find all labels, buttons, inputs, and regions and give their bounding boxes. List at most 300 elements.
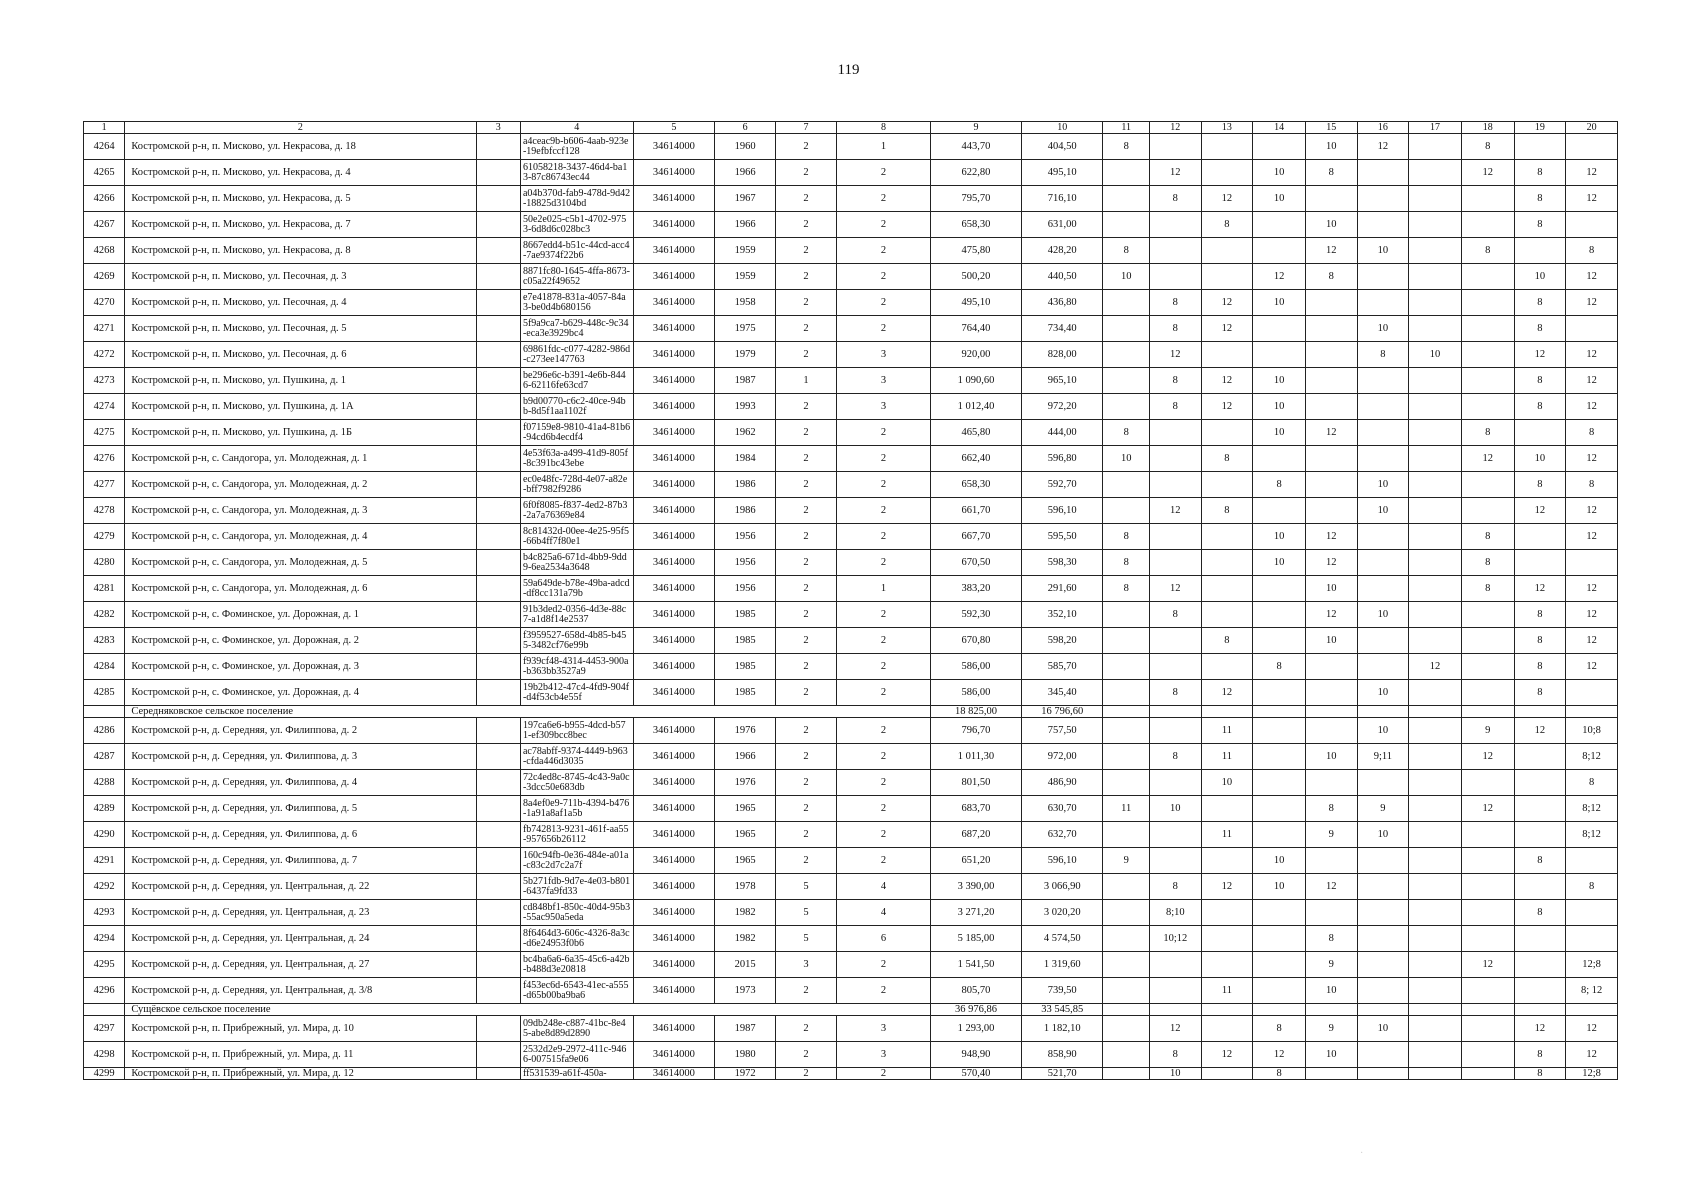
cell-c16: [1357, 212, 1409, 238]
record-number: 4292: [84, 874, 125, 900]
cell-c17: [1409, 238, 1462, 264]
build-year: 1965: [715, 822, 776, 848]
cell-c7: 2: [776, 238, 837, 264]
cell-c18: [1461, 472, 1514, 498]
table-row: [84, 1068, 1618, 1080]
cell-c9: 1 293,00: [931, 1016, 1022, 1042]
cell-c10: 598,30: [1021, 550, 1103, 576]
oktmo-code: 34614000: [633, 822, 715, 848]
cell-c7: 2: [776, 342, 837, 368]
fias-guid: e7e41878-831a-4057-84a3-be0d4b680156: [520, 290, 633, 316]
cell-c15: [1305, 342, 1357, 368]
group-empty-cell: [1201, 706, 1253, 718]
cell-c19: [1514, 744, 1566, 770]
cell-c8: 2: [837, 420, 931, 446]
cell-c9: 586,00: [931, 680, 1022, 706]
group-empty-cell: [1357, 1004, 1409, 1016]
address: Костромской р-н, п. Мисково, ул. Пушкина, д. 1Б: [125, 420, 476, 446]
build-year: 1980: [715, 1042, 776, 1068]
build-year: 1959: [715, 264, 776, 290]
cell-c7: 2: [776, 1068, 837, 1080]
cell-c18: [1461, 628, 1514, 654]
address: Костромской р-н, с. Сандогора, ул. Молодежная, д. 6: [125, 576, 476, 602]
cell-c18: 12: [1461, 446, 1514, 472]
cell-c14: [1253, 978, 1306, 1004]
cell-c13: [1201, 654, 1253, 680]
table-row: [84, 822, 1618, 848]
oktmo-code: 34614000: [633, 212, 715, 238]
column-header-2: 2: [125, 122, 476, 134]
address: Костромской р-н, п. Мисково, ул. Пушкина, д. 1: [125, 368, 476, 394]
cell-c14: 10: [1253, 874, 1306, 900]
cell-c12: 8: [1149, 680, 1201, 706]
oktmo-code: 34614000: [633, 1042, 715, 1068]
cell-c16: [1357, 160, 1409, 186]
cell-c14: 10: [1253, 290, 1306, 316]
cell-c8: 2: [837, 290, 931, 316]
oktmo-code: 34614000: [633, 952, 715, 978]
column-3-cell: [476, 238, 520, 264]
table-row: [84, 770, 1618, 796]
table-row: [84, 160, 1618, 186]
cell-c19: [1514, 796, 1566, 822]
record-number: 4269: [84, 264, 125, 290]
record-number: 4298: [84, 1042, 125, 1068]
cell-c11: [1103, 770, 1149, 796]
cell-c20: 12: [1566, 368, 1618, 394]
cell-c17: [1409, 952, 1462, 978]
oktmo-code: 34614000: [633, 186, 715, 212]
cell-c16: [1357, 420, 1409, 446]
cell-c13: 11: [1201, 978, 1253, 1004]
table-row: [84, 900, 1618, 926]
build-year: 1987: [715, 1016, 776, 1042]
column-3-cell: [476, 900, 520, 926]
table-row: [84, 1042, 1618, 1068]
cell-c20: 8: [1566, 420, 1618, 446]
table-row: [84, 718, 1618, 744]
address: Костромской р-н, д. Середняя, ул. Филиппова, д. 4: [125, 770, 476, 796]
cell-c12: 8: [1149, 1042, 1201, 1068]
address: Костромской р-н, д. Середняя, ул. Филиппова, д. 3: [125, 744, 476, 770]
fias-guid: fb742813-9231-461f-aa55-957656b26112: [520, 822, 633, 848]
cell-c15: [1305, 446, 1357, 472]
cell-c20: 8: [1566, 238, 1618, 264]
cell-c18: [1461, 186, 1514, 212]
cell-c16: [1357, 1042, 1409, 1068]
cell-c20: 8;12: [1566, 822, 1618, 848]
cell-c11: [1103, 718, 1149, 744]
address: Костромской р-н, п. Мисково, ул. Некрасова, д. 4: [125, 160, 476, 186]
fias-guid: bc4ba6a6-6a35-45c6-a42b-b488d3e20818: [520, 952, 633, 978]
address: Костромской р-н, п. Прибрежный, ул. Мира, д. 12: [125, 1068, 476, 1080]
cell-c11: 8: [1103, 550, 1149, 576]
cell-c18: [1461, 212, 1514, 238]
column-3-cell: [476, 394, 520, 420]
record-number: 4268: [84, 238, 125, 264]
cell-c15: [1305, 1068, 1357, 1080]
cell-c12: [1149, 238, 1201, 264]
cell-c11: [1103, 978, 1149, 1004]
cell-c14: [1253, 744, 1306, 770]
cell-c7: 2: [776, 446, 837, 472]
cell-c9: 495,10: [931, 290, 1022, 316]
cell-c20: [1566, 550, 1618, 576]
oktmo-code: 34614000: [633, 602, 715, 628]
table-row: [84, 744, 1618, 770]
cell-c14: 10: [1253, 524, 1306, 550]
cell-c7: 2: [776, 160, 837, 186]
cell-c13: 12: [1201, 680, 1253, 706]
address: Костромской р-н, с. Сандогора, ул. Молодежная, д. 3: [125, 498, 476, 524]
cell-c13: 12: [1201, 874, 1253, 900]
cell-c20: 8: [1566, 770, 1618, 796]
cell-c15: 10: [1305, 576, 1357, 602]
cell-c20: 12: [1566, 1042, 1618, 1068]
fias-guid: 8871fc80-1645-4ffa-8673-c05a22f49652: [520, 264, 633, 290]
cell-c19: 8: [1514, 602, 1566, 628]
cell-c10: 352,10: [1021, 602, 1103, 628]
cell-c15: [1305, 654, 1357, 680]
record-number: 4287: [84, 744, 125, 770]
cell-c8: 4: [837, 900, 931, 926]
build-year: 1985: [715, 602, 776, 628]
cell-c20: 12;8: [1566, 1068, 1618, 1080]
column-header-9: 9: [931, 122, 1022, 134]
column-header-4: 4: [520, 122, 633, 134]
cell-c18: [1461, 342, 1514, 368]
cell-c19: 8: [1514, 1042, 1566, 1068]
table-row: [84, 420, 1618, 446]
cell-c16: 10: [1357, 1016, 1409, 1042]
column-3-cell: [476, 420, 520, 446]
cell-c13: [1201, 524, 1253, 550]
cell-c19: 8: [1514, 654, 1566, 680]
cell-c20: 12: [1566, 160, 1618, 186]
cell-c13: [1201, 602, 1253, 628]
cell-c16: 9;11: [1357, 744, 1409, 770]
record-number: 4284: [84, 654, 125, 680]
cell-c11: 10: [1103, 446, 1149, 472]
cell-c17: [1409, 978, 1462, 1004]
table-row: [84, 394, 1618, 420]
cell-c12: [1149, 472, 1201, 498]
cell-c17: [1409, 822, 1462, 848]
cell-c16: [1357, 264, 1409, 290]
cell-c7: 2: [776, 1042, 837, 1068]
cell-c9: 1 090,60: [931, 368, 1022, 394]
cell-c12: 8: [1149, 394, 1201, 420]
cell-c14: [1253, 796, 1306, 822]
build-year: 1986: [715, 472, 776, 498]
cell-c14: [1253, 316, 1306, 342]
oktmo-code: 34614000: [633, 680, 715, 706]
build-year: 1986: [715, 498, 776, 524]
build-year: 1984: [715, 446, 776, 472]
fias-guid: b4c825a6-671d-4bb9-9dd9-6ea2534a3648: [520, 550, 633, 576]
cell-c10: 596,80: [1021, 446, 1103, 472]
cell-c10: 630,70: [1021, 796, 1103, 822]
cell-c9: 670,80: [931, 628, 1022, 654]
build-year: 1958: [715, 290, 776, 316]
address: Костромской р-н, д. Середняя, ул. Филиппова, д. 6: [125, 822, 476, 848]
cell-c15: 8: [1305, 796, 1357, 822]
cell-c17: [1409, 680, 1462, 706]
cell-c12: [1149, 822, 1201, 848]
cell-c12: 12: [1149, 498, 1201, 524]
record-number: 4278: [84, 498, 125, 524]
cell-c12: [1149, 978, 1201, 1004]
cell-c7: 5: [776, 874, 837, 900]
build-year: 1956: [715, 550, 776, 576]
group-name: Середняковское сельское поселение: [125, 706, 931, 718]
cell-c12: 12: [1149, 576, 1201, 602]
cell-c18: [1461, 1016, 1514, 1042]
cell-c15: [1305, 848, 1357, 874]
table-row: [84, 472, 1618, 498]
cell-c17: [1409, 264, 1462, 290]
group-empty-cell: [1357, 706, 1409, 718]
build-year: 1993: [715, 394, 776, 420]
cell-c15: [1305, 186, 1357, 212]
cell-c19: [1514, 926, 1566, 952]
build-year: 1979: [715, 342, 776, 368]
column-3-cell: [476, 342, 520, 368]
cell-c19: 8: [1514, 316, 1566, 342]
cell-c8: 2: [837, 978, 931, 1004]
cell-c13: [1201, 952, 1253, 978]
column-3-cell: [476, 602, 520, 628]
cell-c16: 10: [1357, 822, 1409, 848]
cell-c20: 12: [1566, 498, 1618, 524]
cell-c19: 8: [1514, 186, 1566, 212]
cell-c13: 12: [1201, 316, 1253, 342]
cell-c16: 8: [1357, 342, 1409, 368]
cell-c11: [1103, 342, 1149, 368]
cell-c15: [1305, 770, 1357, 796]
cell-c18: [1461, 874, 1514, 900]
cell-c20: 12: [1566, 1016, 1618, 1042]
cell-c13: 12: [1201, 368, 1253, 394]
cell-c12: [1149, 628, 1201, 654]
cell-c12: 8: [1149, 316, 1201, 342]
cell-c13: [1201, 796, 1253, 822]
cell-c17: [1409, 550, 1462, 576]
fias-guid: ff531539-a61f-450a-: [520, 1068, 633, 1080]
cell-c11: [1103, 498, 1149, 524]
fias-guid: 5f9a9ca7-b629-448c-9c34-eca3e3929bc4: [520, 316, 633, 342]
cell-c8: 3: [837, 1016, 931, 1042]
cell-c10: 291,60: [1021, 576, 1103, 602]
cell-c18: [1461, 900, 1514, 926]
column-3-cell: [476, 446, 520, 472]
cell-c11: 10: [1103, 264, 1149, 290]
cell-c18: 12: [1461, 796, 1514, 822]
table-row: [84, 290, 1618, 316]
oktmo-code: 34614000: [633, 472, 715, 498]
record-number: 4274: [84, 394, 125, 420]
cell-c12: [1149, 446, 1201, 472]
cell-c18: [1461, 290, 1514, 316]
cell-c16: 10: [1357, 472, 1409, 498]
group-row: [84, 1004, 1618, 1016]
cell-c9: 3 271,20: [931, 900, 1022, 926]
cell-c13: [1201, 420, 1253, 446]
cell-c20: [1566, 680, 1618, 706]
group-living-area: 33 545,85: [1021, 1004, 1103, 1016]
oktmo-code: 34614000: [633, 848, 715, 874]
column-header-8: 8: [837, 122, 931, 134]
cell-c17: [1409, 524, 1462, 550]
table-row: [84, 316, 1618, 342]
cell-c8: 3: [837, 342, 931, 368]
cell-c12: [1149, 420, 1201, 446]
cell-c13: 11: [1201, 822, 1253, 848]
record-number: 4264: [84, 134, 125, 160]
cell-c16: [1357, 926, 1409, 952]
cell-c18: [1461, 394, 1514, 420]
cell-c20: 8;12: [1566, 744, 1618, 770]
cell-c9: 948,90: [931, 1042, 1022, 1068]
cell-c10: 734,40: [1021, 316, 1103, 342]
cell-c18: [1461, 368, 1514, 394]
column-3-cell: [476, 654, 520, 680]
cell-c8: 4: [837, 874, 931, 900]
record-number: 4276: [84, 446, 125, 472]
cell-c14: 8: [1253, 654, 1306, 680]
cell-c13: 8: [1201, 446, 1253, 472]
cell-c9: 662,40: [931, 446, 1022, 472]
table-row: [84, 550, 1618, 576]
column-3-cell: [476, 290, 520, 316]
build-year: 1967: [715, 186, 776, 212]
build-year: 1965: [715, 796, 776, 822]
column-header-7: 7: [776, 122, 837, 134]
column-header-1: 1: [84, 122, 125, 134]
cell-c17: [1409, 394, 1462, 420]
address: Костромской р-н, п. Мисково, ул. Некрасова, д. 8: [125, 238, 476, 264]
cell-c18: [1461, 264, 1514, 290]
cell-c13: 8: [1201, 498, 1253, 524]
cell-c15: 9: [1305, 952, 1357, 978]
column-3-cell: [476, 1042, 520, 1068]
cell-c15: 12: [1305, 550, 1357, 576]
cell-c11: [1103, 822, 1149, 848]
table-row: [84, 926, 1618, 952]
cell-c19: 8: [1514, 900, 1566, 926]
cell-c7: 2: [776, 576, 837, 602]
group-empty-cell: [1305, 1004, 1357, 1016]
cell-c11: [1103, 680, 1149, 706]
cell-c7: 2: [776, 290, 837, 316]
cell-c16: [1357, 848, 1409, 874]
cell-c15: 10: [1305, 744, 1357, 770]
cell-c15: 12: [1305, 602, 1357, 628]
address: Костромской р-н, п. Мисково, ул. Некрасова, д. 5: [125, 186, 476, 212]
cell-c14: [1253, 900, 1306, 926]
cell-c20: 12: [1566, 186, 1618, 212]
cell-c16: [1357, 628, 1409, 654]
oktmo-code: 34614000: [633, 264, 715, 290]
cell-c12: 8;10: [1149, 900, 1201, 926]
cell-c14: [1253, 212, 1306, 238]
cell-c8: 2: [837, 680, 931, 706]
cell-c15: 9: [1305, 822, 1357, 848]
cell-c20: 12: [1566, 394, 1618, 420]
column-header-5: 5: [633, 122, 715, 134]
address: Костромской р-н, с. Фоминское, ул. Дорожная, д. 4: [125, 680, 476, 706]
record-number: 4279: [84, 524, 125, 550]
cell-c7: 2: [776, 680, 837, 706]
group-empty-cell: [1566, 1004, 1618, 1016]
cell-c10: 716,10: [1021, 186, 1103, 212]
oktmo-code: 34614000: [633, 718, 715, 744]
cell-c18: [1461, 654, 1514, 680]
cell-c19: 10: [1514, 264, 1566, 290]
cell-c14: 10: [1253, 848, 1306, 874]
cell-c18: [1461, 770, 1514, 796]
oktmo-code: 34614000: [633, 770, 715, 796]
cell-c15: 8: [1305, 160, 1357, 186]
page-number: 119: [837, 62, 860, 78]
cell-c14: [1253, 926, 1306, 952]
cell-c12: [1149, 550, 1201, 576]
build-year: 1962: [715, 420, 776, 446]
cell-c8: 2: [837, 472, 931, 498]
column-3-cell: [476, 628, 520, 654]
cell-c17: [1409, 744, 1462, 770]
cell-c15: 12: [1305, 524, 1357, 550]
fias-guid: 61058218-3437-46d4-ba13-87c86743ec44: [520, 160, 633, 186]
cell-c19: [1514, 978, 1566, 1004]
address: Костромской р-н, д. Середняя, ул. Филиппова, д. 7: [125, 848, 476, 874]
table-row: [84, 978, 1618, 1004]
cell-c11: [1103, 654, 1149, 680]
build-year: 1965: [715, 848, 776, 874]
cell-c15: [1305, 394, 1357, 420]
cell-c7: 2: [776, 822, 837, 848]
fias-guid: 50e2e025-c5b1-4702-9753-6d8d6c028bc3: [520, 212, 633, 238]
column-3-cell: [476, 874, 520, 900]
address: Костромской р-н, д. Середняя, ул. Филиппова, д. 5: [125, 796, 476, 822]
cell-c10: 444,00: [1021, 420, 1103, 446]
cell-c12: 10;12: [1149, 926, 1201, 952]
cell-c9: 500,20: [931, 264, 1022, 290]
cell-c14: [1253, 628, 1306, 654]
column-header-14: 14: [1253, 122, 1306, 134]
cell-c7: 3: [776, 952, 837, 978]
cell-c16: 10: [1357, 680, 1409, 706]
fias-guid: 8667edd4-b51c-44cd-acc4-7ae9374f22b6: [520, 238, 633, 264]
cell-c17: [1409, 290, 1462, 316]
table-row: [84, 524, 1618, 550]
table-row: [84, 796, 1618, 822]
cell-c11: [1103, 952, 1149, 978]
oktmo-code: 34614000: [633, 134, 715, 160]
cell-c8: 3: [837, 1042, 931, 1068]
cell-c13: [1201, 238, 1253, 264]
cell-c10: 486,90: [1021, 770, 1103, 796]
cell-c11: [1103, 1016, 1149, 1042]
cell-c16: [1357, 654, 1409, 680]
cell-c8: 2: [837, 316, 931, 342]
cell-c17: [1409, 368, 1462, 394]
cell-c10: 972,20: [1021, 394, 1103, 420]
group-empty-cell: [1305, 706, 1357, 718]
cell-c14: [1253, 446, 1306, 472]
cell-c7: 2: [776, 718, 837, 744]
group-empty-cell: [1409, 706, 1462, 718]
